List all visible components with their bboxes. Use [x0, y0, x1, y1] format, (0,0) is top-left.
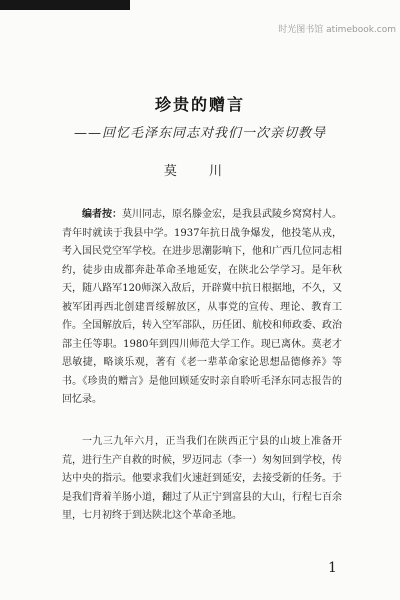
article-author: 莫 川 [163, 164, 237, 179]
body-paragraph: 一九三九年六月，正当我们在陕西正宁县的山坡上准备开荒，进行生产自救的时候，罗迈同志（李一）匆匆回到学校，传达中央的指示。他要求我们火速赶到延安，去接受新的任务。于是我们背着羊肠小道，翻过了从正宁到富县的大山，行程七百余里，七月初终于到达陕北这个革命圣地。 [62, 436, 342, 521]
editor-note-label: 编者按： [82, 209, 122, 220]
article-subtitle: ——回忆毛泽东同志对我们一次亲切教导 [73, 126, 326, 141]
watermark-url: 时光图书馆 atimebook.com [278, 25, 396, 35]
page-number: 1 [328, 560, 337, 576]
article-title: 珍贵的赠言 [154, 95, 245, 114]
editor-note-text: 莫川同志，原名滕金宏，是我县武陵乡窝窝村人。青年时就读于我县中学。1937年抗日战争爆发，他投笔从戎，考入国民党空军学校。在进步思潮影响下，他和广西几位同志相约，徒步由成都奔赴革命圣地延安，在陕北公学学习。是年秋天，随八路军120师深入敌后，开辟冀中抗日根据地，不久，又被军团再西北创建晋绥解放区，从事党的宣传、理论、教育工作。全国解放后，转入空军部队，历任团、航校和师政委、政治部主任等职。1980年到四川师范大学工作。现已离休。莫老才思敏捷，略谈乐观，著有《老一辈革命家论思想品德修养》等书。《珍贵的赠言》是他回顾延安时亲自聆听毛泽东同志报告的回忆录。 [62, 209, 342, 405]
editor-note [62, 206, 342, 410]
